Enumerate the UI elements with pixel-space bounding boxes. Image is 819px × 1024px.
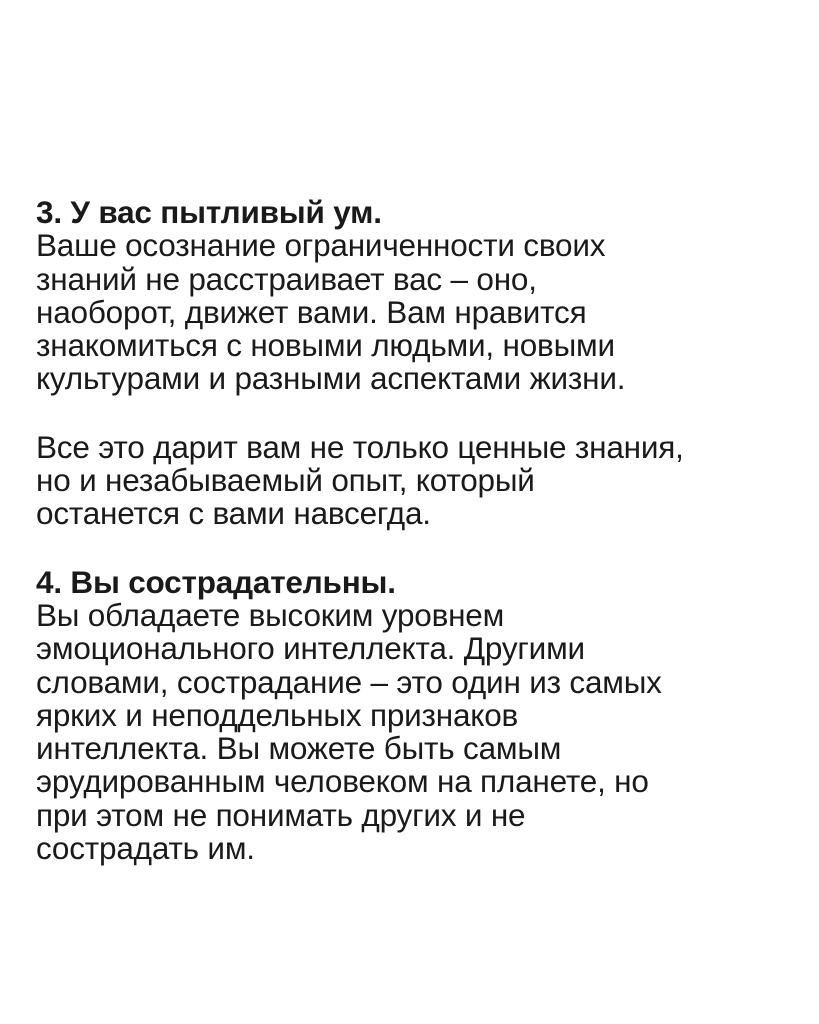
paragraph-line: словами, сострадание – это один из самых [36, 663, 662, 700]
article-body [36, 196, 806, 865]
paragraph-line: Все это дарит вам не только ценные знания, [36, 428, 684, 465]
paragraph-line: Ваше осознание ограниченности своих [36, 227, 606, 264]
section-curious-mind-conclusion [36, 428, 806, 532]
paragraph-line: Вы обладаете высоким уровнем [36, 596, 505, 633]
section-curious-mind [36, 196, 806, 396]
paragraph-line: интеллекта. Вы можете быть самым [36, 730, 562, 767]
paragraph-line: знаний не расстраивает вас – оно, [36, 260, 537, 297]
paragraph-line: при этом не понимать других и не [36, 796, 526, 833]
paragraph-line: знакомиться с новыми людьми, новыми [36, 327, 615, 364]
paragraph-line: наоборот, движет вами. Вам нравится [36, 293, 587, 330]
paragraph-line: эмоционального интеллекта. Другими [36, 630, 585, 667]
paragraph-line: останется с вами навсегда. [36, 495, 431, 532]
section-compassionate [36, 563, 806, 867]
paragraph-line: но и незабываемый опыт, который [36, 462, 535, 499]
section-heading: 4. Вы сострадательны. [36, 563, 396, 600]
paragraph-line: эрудированным человеком на планете, но [36, 763, 649, 800]
section-heading: 3. У вас пытливый ум. [36, 194, 382, 230]
paragraph-line: культурами и разными аспектами жизни. [36, 360, 626, 397]
paragraph-line: сострадать им. [36, 830, 255, 867]
paragraph-line: ярких и неподдельных признаков [36, 696, 519, 733]
